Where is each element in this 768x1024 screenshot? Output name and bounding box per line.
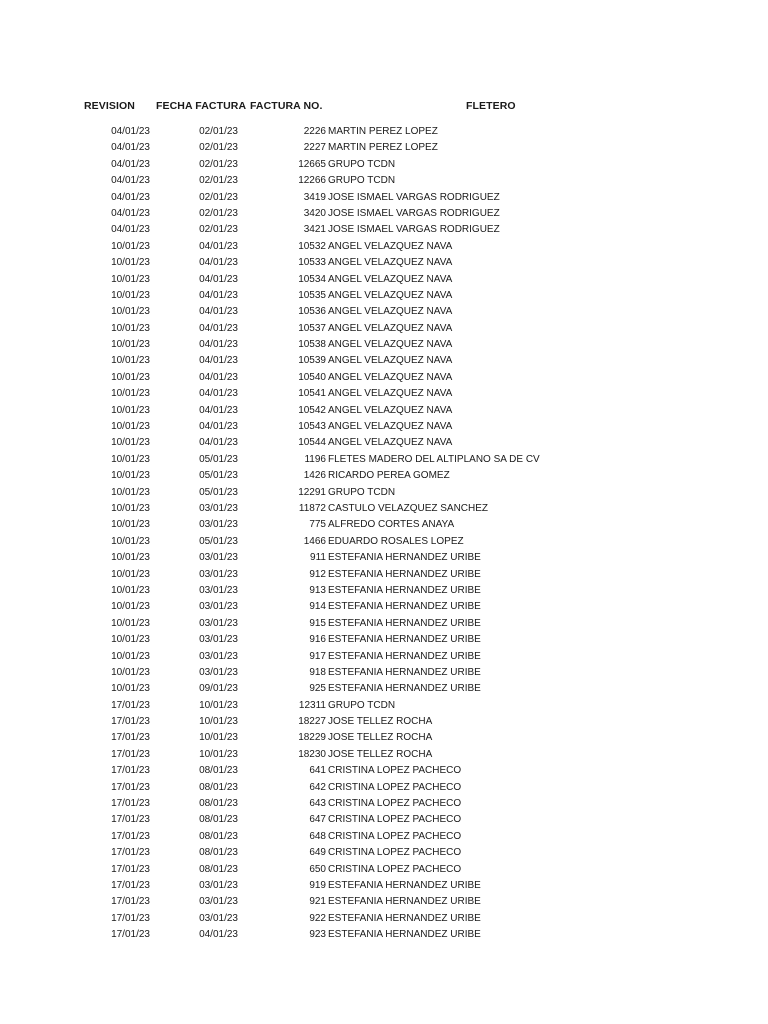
cell-fletero: ANGEL VELAZQUEZ NAVA — [328, 240, 453, 252]
cell-fecha-factura: 05/01/23 — [199, 535, 238, 547]
cell-fecha-factura: 04/01/23 — [199, 355, 238, 367]
cell-revision: 17/01/23 — [111, 929, 150, 941]
table-row — [0, 452, 768, 468]
cell-factura-no: 921 — [309, 896, 326, 908]
cell-fletero: CRISTINA LOPEZ PACHECO — [328, 863, 462, 875]
cell-revision: 17/01/23 — [111, 879, 150, 891]
cell-fletero: GRUPO TCDN — [328, 699, 396, 711]
table-row — [0, 763, 768, 779]
cell-fletero: GRUPO TCDN — [328, 175, 396, 187]
cell-factura-no: 10543 — [298, 421, 326, 433]
cell-fletero: ESTEFANIA HERNANDEZ URIBE — [328, 584, 481, 596]
cell-fletero: JOSE TELLEZ ROCHA — [328, 748, 433, 760]
cell-fletero: ANGEL VELAZQUEZ NAVA — [328, 273, 453, 285]
table-row — [0, 812, 768, 828]
cell-fletero: ANGEL VELAZQUEZ NAVA — [328, 421, 453, 433]
cell-fecha-factura: 08/01/23 — [199, 798, 238, 810]
cell-revision: 10/01/23 — [111, 535, 150, 547]
cell-fecha-factura: 08/01/23 — [199, 863, 238, 875]
cell-fecha-factura: 03/01/23 — [199, 666, 238, 678]
cell-fletero: ESTEFANIA HERNANDEZ URIBE — [328, 552, 481, 564]
table-row — [0, 435, 768, 451]
cell-factura-no: 912 — [309, 568, 326, 580]
cell-fletero: CRISTINA LOPEZ PACHECO — [328, 798, 462, 810]
table-row — [0, 419, 768, 435]
cell-fecha-factura: 03/01/23 — [199, 879, 238, 891]
cell-fecha-factura: 04/01/23 — [199, 929, 238, 941]
cell-revision: 17/01/23 — [111, 732, 150, 744]
cell-revision: 10/01/23 — [111, 355, 150, 367]
table-row — [0, 140, 768, 156]
cell-fecha-factura: 10/01/23 — [199, 716, 238, 728]
cell-fecha-factura: 02/01/23 — [199, 207, 238, 219]
cell-revision: 10/01/23 — [111, 371, 150, 383]
table-row — [0, 304, 768, 320]
cell-factura-no: 18230 — [298, 748, 326, 760]
cell-fletero: JOSE TELLEZ ROCHA — [328, 732, 433, 744]
cell-revision: 17/01/23 — [111, 863, 150, 875]
cell-revision: 04/01/23 — [111, 224, 150, 236]
cell-revision: 10/01/23 — [111, 453, 150, 465]
table-row — [0, 583, 768, 599]
cell-factura-no: 10535 — [298, 289, 326, 301]
cell-factura-no: 649 — [309, 847, 326, 859]
table-row — [0, 206, 768, 222]
table-row — [0, 714, 768, 730]
table-row — [0, 665, 768, 681]
cell-fecha-factura: 02/01/23 — [199, 191, 238, 203]
table-header — [0, 100, 768, 116]
table-row — [0, 337, 768, 353]
cell-fecha-factura: 04/01/23 — [199, 289, 238, 301]
cell-fecha-factura: 08/01/23 — [199, 781, 238, 793]
cell-factura-no: 2227 — [303, 142, 326, 154]
cell-fletero: MARTIN PEREZ LOPEZ — [328, 126, 438, 137]
cell-fecha-factura: 04/01/23 — [199, 257, 238, 269]
table-row — [0, 567, 768, 583]
cell-fletero: ANGEL VELAZQUEZ NAVA — [328, 339, 453, 351]
cell-fecha-factura: 02/01/23 — [199, 158, 238, 170]
table-row — [0, 173, 768, 189]
cell-fecha-factura: 04/01/23 — [199, 388, 238, 400]
cell-fletero: JOSE ISMAEL VARGAS RODRIGUEZ — [328, 191, 500, 203]
cell-factura-no: 10534 — [298, 273, 326, 285]
cell-fletero: ANGEL VELAZQUEZ NAVA — [328, 257, 453, 269]
header-fletero: FLETERO — [466, 100, 516, 112]
cell-revision: 10/01/23 — [111, 388, 150, 400]
cell-revision: 17/01/23 — [111, 781, 150, 793]
cell-factura-no: 923 — [309, 929, 326, 941]
cell-revision: 10/01/23 — [111, 650, 150, 662]
table-row — [0, 222, 768, 238]
cell-revision: 10/01/23 — [111, 568, 150, 580]
header-factura-no: FACTURA NO. — [250, 100, 323, 112]
cell-fecha-factura: 05/01/23 — [199, 470, 238, 482]
cell-revision: 04/01/23 — [111, 142, 150, 154]
cell-fletero: ESTEFANIA HERNANDEZ URIBE — [328, 601, 481, 613]
cell-factura-no: 919 — [309, 879, 326, 891]
cell-fletero: GRUPO TCDN — [328, 158, 396, 170]
cell-fletero: CRISTINA LOPEZ PACHECO — [328, 814, 462, 826]
cell-factura-no: 916 — [309, 634, 326, 646]
table-row — [0, 255, 768, 271]
cell-fletero: CRISTINA LOPEZ PACHECO — [328, 781, 462, 793]
cell-factura-no: 10542 — [298, 404, 326, 416]
cell-revision: 17/01/23 — [111, 912, 150, 924]
cell-factura-no: 917 — [309, 650, 326, 662]
cell-factura-no: 10537 — [298, 322, 326, 334]
cell-fletero: EDUARDO ROSALES LOPEZ — [328, 535, 464, 547]
cell-factura-no: 10533 — [298, 257, 326, 269]
cell-revision: 10/01/23 — [111, 273, 150, 285]
cell-fecha-factura: 03/01/23 — [199, 896, 238, 908]
cell-fecha-factura: 03/01/23 — [199, 519, 238, 531]
cell-revision: 10/01/23 — [111, 584, 150, 596]
cell-factura-no: 11872 — [298, 502, 326, 514]
cell-fecha-factura: 03/01/23 — [199, 650, 238, 662]
table-row — [0, 353, 768, 369]
cell-factura-no: 641 — [309, 765, 326, 777]
cell-revision: 10/01/23 — [111, 634, 150, 646]
cell-factura-no: 913 — [309, 584, 326, 596]
cell-factura-no: 18227 — [298, 716, 326, 728]
table-row — [0, 681, 768, 697]
cell-fecha-factura: 04/01/23 — [199, 273, 238, 285]
cell-revision: 17/01/23 — [111, 814, 150, 826]
cell-fecha-factura: 02/01/23 — [199, 126, 238, 137]
cell-fletero: CRISTINA LOPEZ PACHECO — [328, 765, 462, 777]
cell-fecha-factura: 02/01/23 — [199, 224, 238, 236]
table-row — [0, 632, 768, 648]
cell-revision: 10/01/23 — [111, 339, 150, 351]
cell-fletero: ANGEL VELAZQUEZ NAVA — [328, 388, 453, 400]
cell-revision: 10/01/23 — [111, 306, 150, 318]
cell-revision: 17/01/23 — [111, 830, 150, 842]
cell-factura-no: 1426 — [303, 470, 326, 482]
cell-factura-no: 915 — [309, 617, 326, 629]
cell-fletero: ANGEL VELAZQUEZ NAVA — [328, 289, 453, 301]
cell-fletero: ESTEFANIA HERNANDEZ URIBE — [328, 929, 481, 941]
table-body — [0, 124, 768, 944]
cell-fecha-factura: 08/01/23 — [199, 847, 238, 859]
cell-factura-no: 10540 — [298, 371, 326, 383]
cell-revision: 04/01/23 — [111, 126, 150, 137]
table-row — [0, 534, 768, 550]
cell-fecha-factura: 04/01/23 — [199, 240, 238, 252]
cell-factura-no: 10532 — [298, 240, 326, 252]
cell-revision: 10/01/23 — [111, 552, 150, 564]
cell-fecha-factura: 04/01/23 — [199, 421, 238, 433]
cell-factura-no: 925 — [309, 683, 326, 695]
cell-factura-no: 1196 — [304, 453, 326, 465]
table-row — [0, 468, 768, 484]
cell-fletero: JOSE ISMAEL VARGAS RODRIGUEZ — [328, 207, 500, 219]
table-row — [0, 321, 768, 337]
cell-factura-no: 10538 — [298, 339, 326, 351]
cell-fecha-factura: 04/01/23 — [199, 339, 238, 351]
cell-fletero: RICARDO PEREA GOMEZ — [328, 470, 450, 482]
cell-revision: 17/01/23 — [111, 716, 150, 728]
cell-fletero: ANGEL VELAZQUEZ NAVA — [328, 306, 453, 318]
cell-fecha-factura: 04/01/23 — [199, 322, 238, 334]
table-row — [0, 288, 768, 304]
cell-factura-no: 3420 — [303, 207, 326, 219]
cell-fecha-factura: 10/01/23 — [199, 748, 238, 760]
table-row — [0, 272, 768, 288]
cell-fletero: CASTULO VELAZQUEZ SANCHEZ — [328, 502, 489, 514]
table-row — [0, 780, 768, 796]
cell-fecha-factura: 04/01/23 — [199, 306, 238, 318]
cell-fletero: ESTEFANIA HERNANDEZ URIBE — [328, 879, 481, 891]
cell-factura-no: 3419 — [303, 191, 326, 203]
cell-fletero: ESTEFANIA HERNANDEZ URIBE — [328, 912, 481, 924]
cell-fletero: ANGEL VELAZQUEZ NAVA — [328, 371, 453, 383]
table-row — [0, 911, 768, 927]
cell-revision: 10/01/23 — [111, 601, 150, 613]
cell-revision: 17/01/23 — [111, 748, 150, 760]
cell-revision: 10/01/23 — [111, 257, 150, 269]
cell-fecha-factura: 03/01/23 — [199, 601, 238, 613]
cell-factura-no: 648 — [309, 830, 326, 842]
cell-fletero: JOSE TELLEZ ROCHA — [328, 716, 433, 728]
header-revision: REVISION — [84, 100, 135, 112]
cell-fletero: ANGEL VELAZQUEZ NAVA — [328, 355, 453, 367]
cell-fecha-factura: 05/01/23 — [199, 453, 238, 465]
table-row — [0, 894, 768, 910]
cell-factura-no: 1466 — [303, 535, 326, 547]
table-row — [0, 501, 768, 517]
cell-fletero: JOSE ISMAEL VARGAS RODRIGUEZ — [328, 224, 500, 236]
cell-factura-no: 12291 — [298, 486, 326, 498]
cell-revision: 10/01/23 — [111, 437, 150, 449]
cell-factura-no: 922 — [309, 912, 326, 924]
table-row — [0, 796, 768, 812]
cell-fletero: ANGEL VELAZQUEZ NAVA — [328, 322, 453, 334]
cell-factura-no: 914 — [309, 601, 326, 613]
cell-fletero: ANGEL VELAZQUEZ NAVA — [328, 404, 453, 416]
table-row — [0, 550, 768, 566]
cell-revision: 04/01/23 — [111, 175, 150, 187]
cell-factura-no: 775 — [309, 519, 326, 531]
cell-fecha-factura: 03/01/23 — [199, 634, 238, 646]
table-row — [0, 190, 768, 206]
table-row — [0, 370, 768, 386]
table-row — [0, 239, 768, 255]
cell-fecha-factura: 04/01/23 — [199, 404, 238, 416]
cell-factura-no: 10539 — [298, 355, 326, 367]
cell-fletero: ESTEFANIA HERNANDEZ URIBE — [328, 568, 481, 580]
cell-fecha-factura: 09/01/23 — [199, 683, 238, 695]
table-row — [0, 747, 768, 763]
cell-fecha-factura: 03/01/23 — [199, 502, 238, 514]
table-row — [0, 485, 768, 501]
cell-revision: 17/01/23 — [111, 798, 150, 810]
cell-factura-no: 12266 — [298, 175, 326, 187]
cell-fecha-factura: 03/01/23 — [199, 617, 238, 629]
cell-factura-no: 918 — [309, 666, 326, 678]
table-row — [0, 649, 768, 665]
cell-fecha-factura: 02/01/23 — [199, 175, 238, 187]
cell-revision: 17/01/23 — [111, 847, 150, 859]
table-row — [0, 878, 768, 894]
cell-revision: 10/01/23 — [111, 617, 150, 629]
cell-factura-no: 911 — [310, 552, 326, 564]
cell-fecha-factura: 08/01/23 — [199, 814, 238, 826]
cell-fecha-factura: 02/01/23 — [199, 142, 238, 154]
cell-revision: 10/01/23 — [111, 240, 150, 252]
cell-fletero: ANGEL VELAZQUEZ NAVA — [328, 437, 453, 449]
cell-factura-no: 650 — [309, 863, 326, 875]
cell-revision: 10/01/23 — [111, 470, 150, 482]
cell-factura-no: 3421 — [303, 224, 326, 236]
cell-revision: 10/01/23 — [111, 289, 150, 301]
cell-revision: 10/01/23 — [111, 486, 150, 498]
cell-revision: 17/01/23 — [111, 896, 150, 908]
cell-factura-no: 2226 — [303, 126, 326, 137]
table-row — [0, 730, 768, 746]
header-fecha-factura: FECHA FACTURA — [156, 100, 247, 112]
cell-fecha-factura: 05/01/23 — [199, 486, 238, 498]
cell-fletero: MARTIN PEREZ LOPEZ — [328, 142, 438, 154]
cell-factura-no: 643 — [309, 798, 326, 810]
table-row — [0, 386, 768, 402]
table-row — [0, 698, 768, 714]
cell-fletero: ESTEFANIA HERNANDEZ URIBE — [328, 634, 481, 646]
cell-fletero: ESTEFANIA HERNANDEZ URIBE — [328, 896, 481, 908]
table-row — [0, 829, 768, 845]
cell-fletero: CRISTINA LOPEZ PACHECO — [328, 847, 462, 859]
table-row — [0, 403, 768, 419]
cell-fletero: ESTEFANIA HERNANDEZ URIBE — [328, 683, 481, 695]
cell-fletero: ESTEFANIA HERNANDEZ URIBE — [328, 666, 481, 678]
cell-fletero: ESTEFANIA HERNANDEZ URIBE — [328, 650, 481, 662]
cell-factura-no: 10536 — [298, 306, 326, 318]
cell-revision: 04/01/23 — [111, 158, 150, 170]
cell-fecha-factura: 03/01/23 — [199, 912, 238, 924]
cell-revision: 10/01/23 — [111, 502, 150, 514]
cell-fletero: CRISTINA LOPEZ PACHECO — [328, 830, 462, 842]
cell-fecha-factura: 08/01/23 — [199, 765, 238, 777]
cell-fletero: FLETES MADERO DEL ALTIPLANO SA DE CV — [328, 453, 540, 465]
table-row — [0, 517, 768, 533]
cell-revision: 17/01/23 — [111, 699, 150, 711]
table-row — [0, 157, 768, 173]
cell-factura-no: 12665 — [298, 158, 326, 170]
cell-factura-no: 10544 — [298, 437, 326, 449]
cell-revision: 10/01/23 — [111, 519, 150, 531]
cell-fletero: GRUPO TCDN — [328, 486, 396, 498]
cell-revision: 17/01/23 — [111, 765, 150, 777]
cell-fletero: ALFREDO CORTES ANAYA — [328, 519, 455, 531]
cell-fecha-factura: 04/01/23 — [199, 437, 238, 449]
table-row — [0, 862, 768, 878]
cell-factura-no: 647 — [309, 814, 326, 826]
cell-revision: 10/01/23 — [111, 322, 150, 334]
table-row — [0, 124, 768, 140]
cell-fecha-factura: 03/01/23 — [199, 552, 238, 564]
table-row — [0, 845, 768, 861]
table-row — [0, 927, 768, 943]
cell-fecha-factura: 08/01/23 — [199, 830, 238, 842]
cell-fecha-factura: 10/01/23 — [199, 732, 238, 744]
cell-fletero: ESTEFANIA HERNANDEZ URIBE — [328, 617, 481, 629]
cell-factura-no: 12311 — [298, 699, 326, 711]
cell-revision: 04/01/23 — [111, 191, 150, 203]
cell-factura-no: 642 — [309, 781, 326, 793]
cell-revision: 10/01/23 — [111, 421, 150, 433]
cell-revision: 10/01/23 — [111, 666, 150, 678]
cell-factura-no: 18229 — [298, 732, 326, 744]
table-row — [0, 599, 768, 615]
table-row — [0, 616, 768, 632]
cell-fecha-factura: 10/01/23 — [199, 699, 238, 711]
cell-fecha-factura: 03/01/23 — [199, 584, 238, 596]
cell-fecha-factura: 03/01/23 — [199, 568, 238, 580]
cell-revision: 04/01/23 — [111, 207, 150, 219]
cell-revision: 10/01/23 — [111, 404, 150, 416]
cell-revision: 10/01/23 — [111, 683, 150, 695]
cell-factura-no: 10541 — [298, 388, 326, 400]
cell-fecha-factura: 04/01/23 — [199, 371, 238, 383]
